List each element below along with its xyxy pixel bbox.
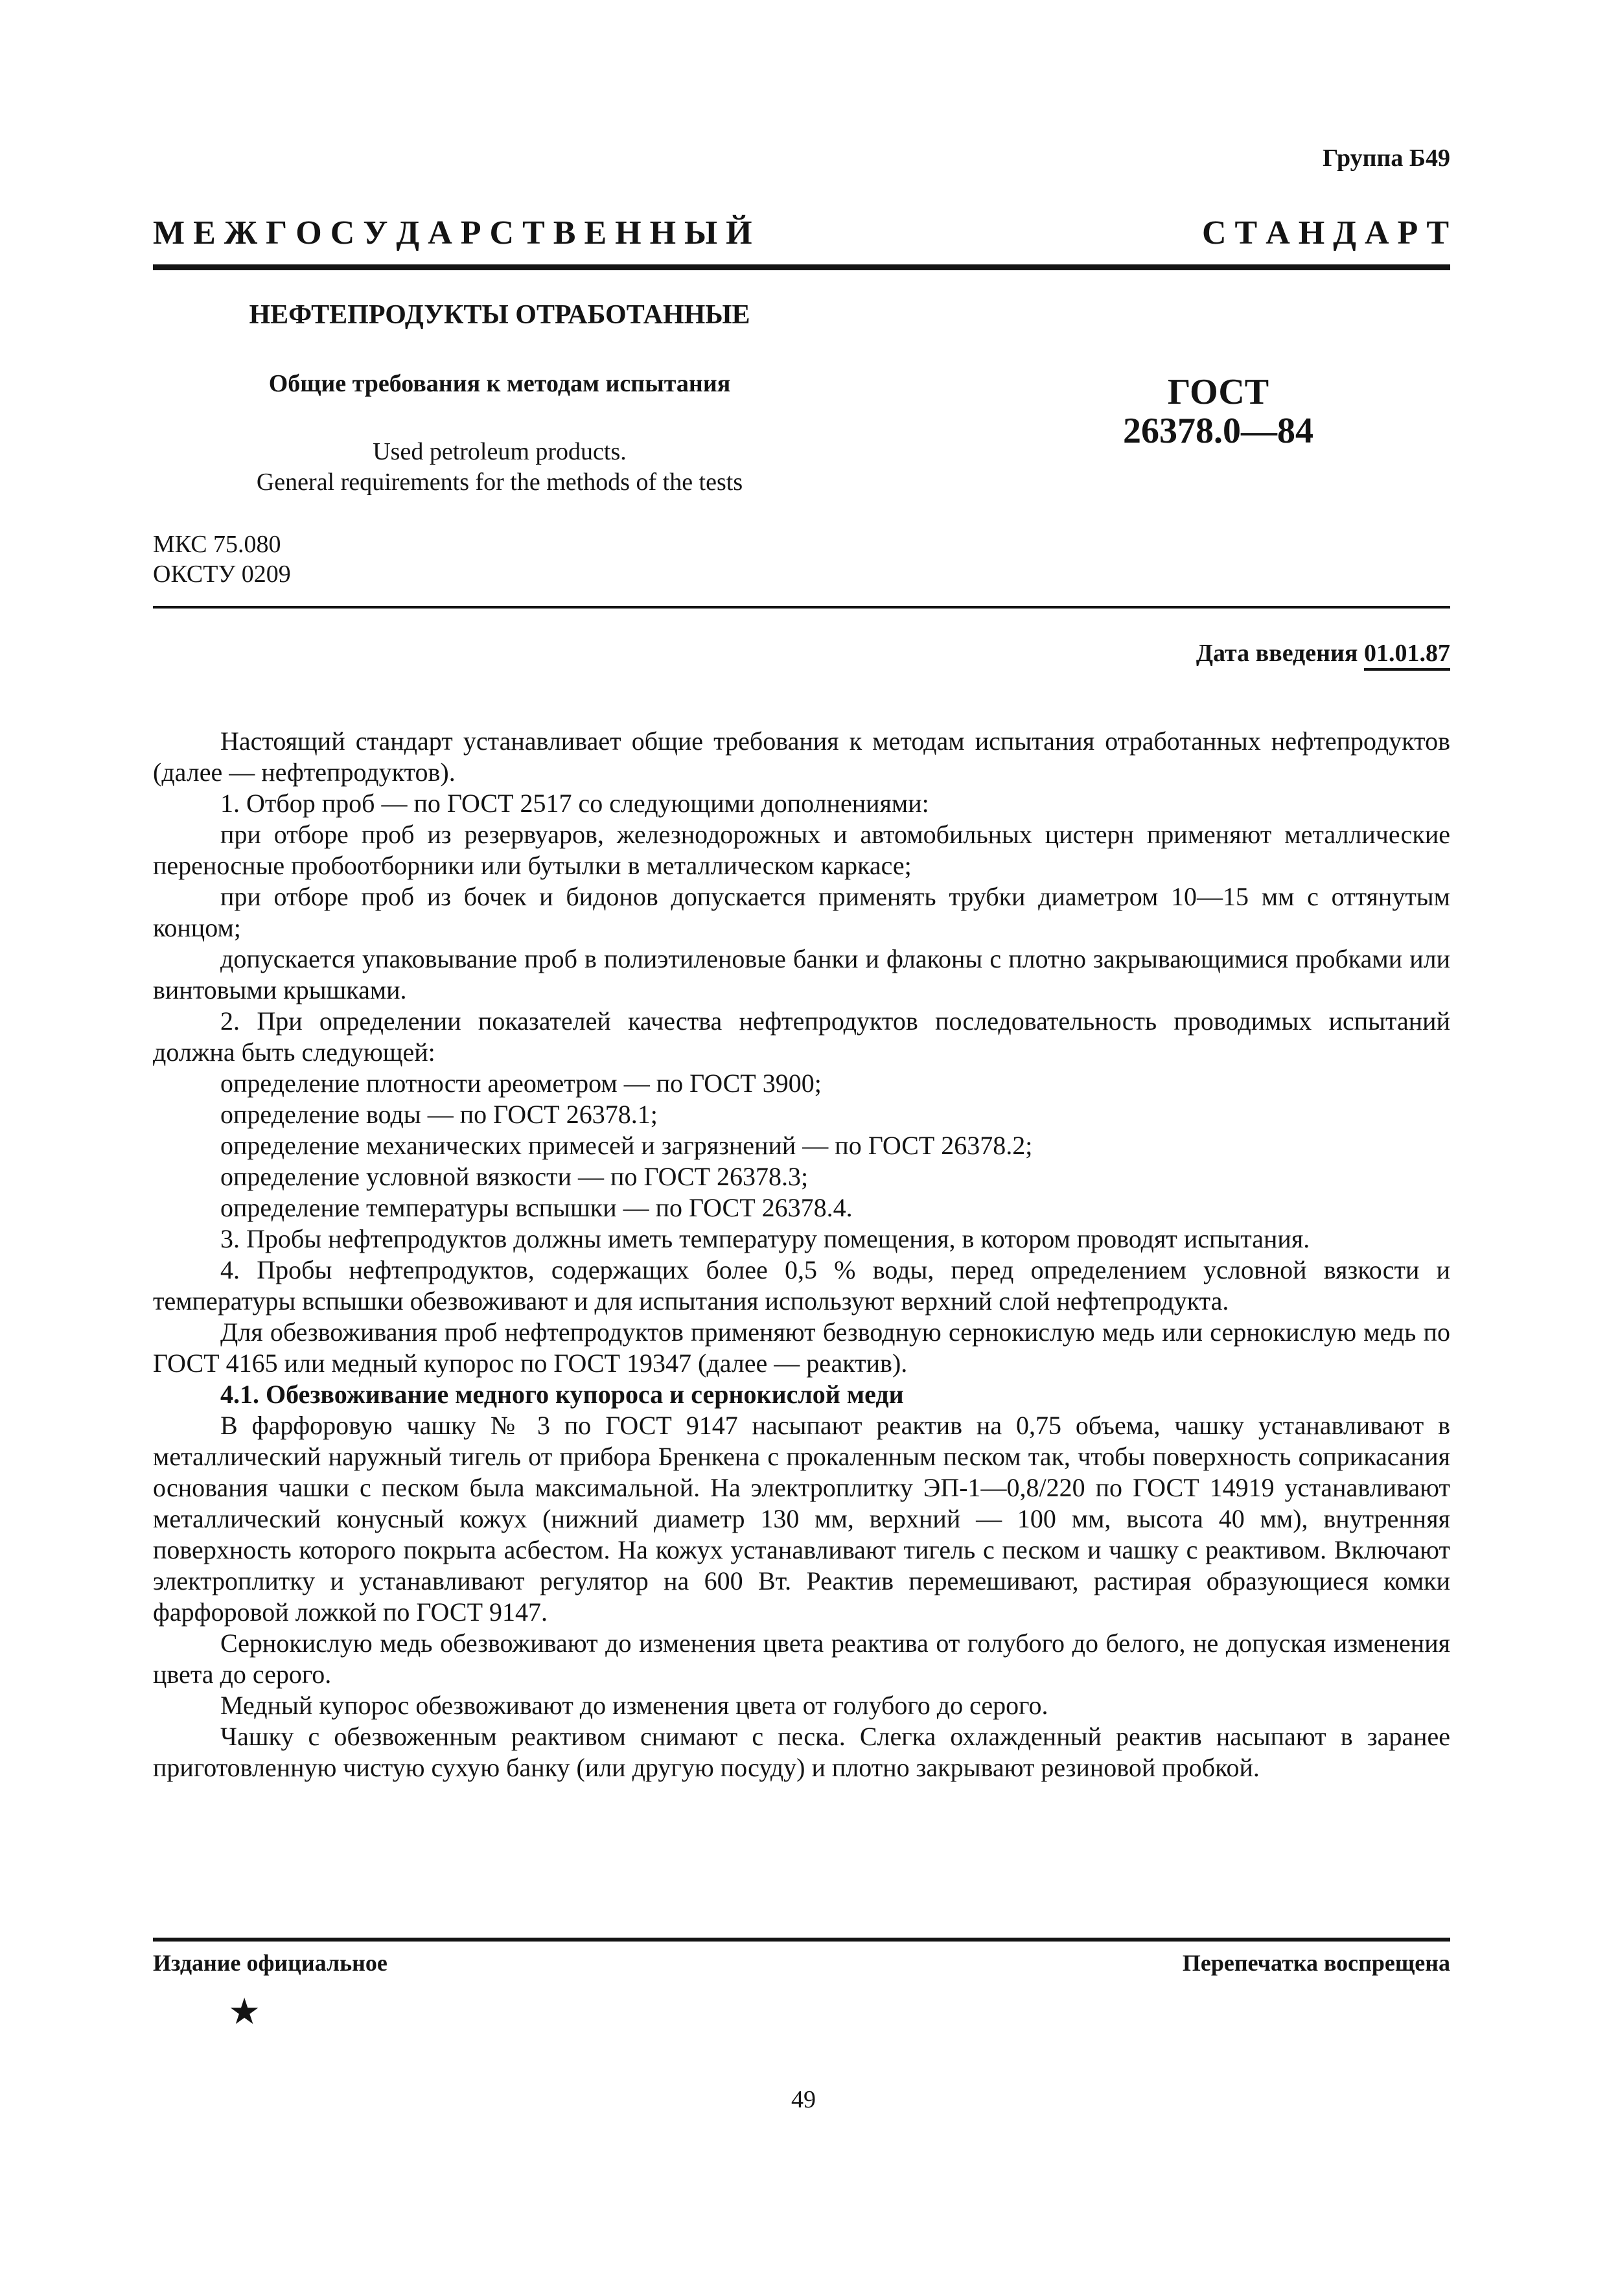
interstate-standard-banner: [153, 214, 1449, 252]
mks-code: МКС 75.080: [153, 531, 281, 558]
effective-date-value: 01.01.87: [1364, 640, 1450, 671]
banner-left-text: М Е Ж Г О С У Д А Р С Т В Е Н Н Ы Й: [153, 215, 752, 251]
gost-label: ГОСТ: [1167, 372, 1269, 412]
paragraph: Сернокислую медь обезвоживают до изменения цвета реактива от голубого до белого, не допуская изменения цвета до серого.: [153, 1629, 1450, 1689]
banner-right-text: С Т А Н Д А Р Т: [1201, 215, 1449, 251]
paragraph: при отборе проб из бочек и бидонов допускается применять трубки диаметром 10—15 мм с оттянутым концом;: [153, 882, 1450, 942]
okstu-code: ОКСТУ 0209: [153, 561, 291, 588]
group-code: Группа Б49: [1323, 145, 1450, 172]
paragraph: Настоящий стандарт устанавливает общие требования к методам испытания отработанных нефтепродуктов (далее — нефтепродуктов).: [153, 726, 1450, 787]
effective-date-label: Дата введения: [1196, 640, 1358, 667]
star-icon: ★: [228, 1992, 261, 2032]
document-title: НЕФТЕПРОДУКТЫ ОТРАБОТАННЫЕ: [249, 300, 750, 330]
effective-date: [1196, 639, 1450, 667]
paragraph: определение условной вязкости — по ГОСТ 26378.3;: [220, 1162, 809, 1191]
paragraph: Для обезвоживания проб нефтепродуктов применяют безводную сернокислую медь или сернокислую медь по ГОСТ 4165 или медный купорос по ГОСТ 19347 (далее — реактив).: [153, 1317, 1450, 1378]
paragraph: Медный купорос обезвоживают до изменения цвета от голубого до серого.: [220, 1691, 1048, 1720]
gost-number: 26378.0—84: [1123, 411, 1313, 452]
paragraph: 3. Пробы нефтепродуктов должны иметь температуру помещения, в котором проводят испытания.: [220, 1224, 1310, 1253]
paragraph: Чашку с обезвоженным реактивом снимают с песка. Слегка охлажденный реактив насыпают в заранее приготовленную чистую сухую банку (или другую посуду) и плотно закрывают резиновой пробкой.: [153, 1722, 1450, 1782]
paragraph: 2. При определении показателей качества нефтепродуктов последовательность проводимых испытаний должна быть следующей:: [153, 1006, 1450, 1067]
page-number: 49: [791, 2086, 816, 2113]
paragraph: допускается упаковывание проб в полиэтиленовые банки и флаконы с плотно закрывающимися пробками или винтовыми крышками.: [153, 944, 1450, 1004]
paragraph: определение механических примесей и загрязнений — по ГОСТ 26378.2;: [220, 1131, 1033, 1160]
paragraph: определение температуры вспышки — по ГОСТ 26378.4.: [220, 1193, 853, 1222]
footer-rule: [153, 1938, 1450, 1942]
english-title-line-1: Used petroleum products.: [373, 438, 627, 465]
official-edition-label: Издание официальное: [153, 1950, 387, 1976]
document-subtitle: Общие требования к методам испытания: [268, 370, 731, 397]
english-title-line-2: General requirements for the methods of the tests: [256, 469, 743, 496]
paragraph: 4. Пробы нефтепродуктов, содержащих более 0,5 % воды, перед определением условной вязкости и температуры вспышки обезвоживают и для испытания используют верхний слой нефтепродукта.: [153, 1255, 1450, 1316]
reprint-prohibited-label: Перепечатка воспрещена: [1182, 1950, 1450, 1976]
paragraph: 1. Отбор проб — по ГОСТ 2517 со следующими дополнениями:: [220, 789, 929, 818]
paragraph: при отборе проб из резервуаров, железнодорожных и автомобильных цистерн применяют металлические переносные пробоотборники или бутылки в металлическом каркасе;: [153, 820, 1450, 880]
header-rule: [153, 264, 1450, 270]
section-heading: 4.1. Обезвоживание медного купороса и сернокислой меди: [220, 1380, 904, 1409]
paragraph: В фарфоровую чашку № 3 по ГОСТ 9147 насыпают реактив на 0,75 объема, чашку устанавливают в металлический наружный тигель от прибора Бренкена с прокаленным песком так, чтобы поверхность соприкасания основания чашки с песком была максимальной. На электроплитку ЭП-1—0,8/220 по ГОСТ 14919 устанавливают металлический конусный кожух (нижний диаметр 130 мм, верхний — 100 мм, высота 40 мм), внутренняя поверхность которого покрыта асбестом. На кожух устанавливают тигель с песком и чашку с реактивом. Включают электроплитку и устанавливают регулятор на 600 Вт. Реактив перемешивают, растирая образующиеся комки фарфоровой ложкой по ГОСТ 9147.: [153, 1411, 1450, 1627]
paragraph: определение плотности ареометром — по ГОСТ 3900;: [220, 1069, 822, 1098]
body-text: [153, 726, 1450, 1783]
classifier-rule: [153, 606, 1450, 609]
paragraph: определение воды — по ГОСТ 26378.1;: [220, 1100, 658, 1129]
gost-designation: [1063, 373, 1374, 451]
